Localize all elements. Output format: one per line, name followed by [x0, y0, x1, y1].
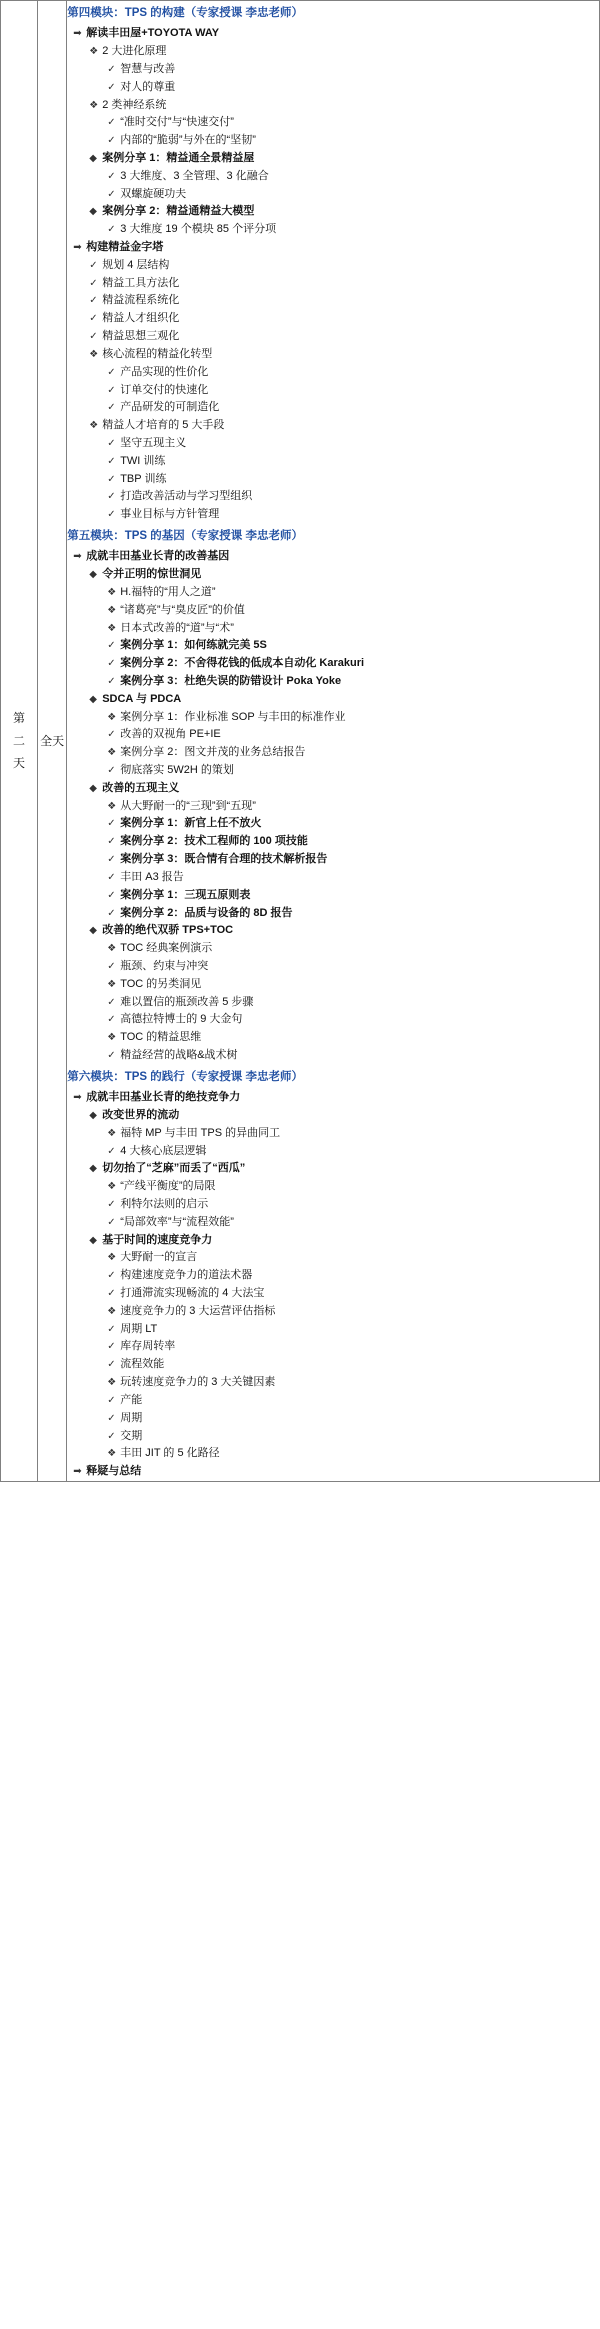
outline-item-label: 案例分享 2：精益通精益大模型 [102, 205, 255, 218]
outline-item [67, 815, 599, 833]
outline-item [67, 1321, 599, 1339]
diamond-open-bullet-icon: ❖ [107, 1377, 117, 1389]
outline-item [67, 239, 599, 257]
check-bullet-icon: ✓ [107, 1394, 116, 1406]
outline-item-label: 精益经营的战略&战术树 [120, 1049, 238, 1061]
outline-item-label: 案例分享 1：如何练就完美 5S [120, 639, 267, 652]
outline-item [67, 726, 599, 744]
outline-content-cell [67, 1, 600, 1482]
outline-item-label: 改善的绝代双骄 TPS+TOC [102, 924, 234, 937]
outline-item [67, 1232, 599, 1250]
diamond-bullet-icon: ◆ [89, 569, 97, 581]
outline-item-label: 库存周转率 [120, 1340, 176, 1353]
check-bullet-icon: ✓ [107, 437, 116, 449]
check-bullet-icon: ✓ [107, 675, 116, 687]
outline-item-label: 丰田 A3 报告 [120, 870, 184, 883]
check-bullet-icon: ✓ [89, 331, 98, 343]
diamond-open-bullet-icon: ❖ [89, 46, 99, 58]
outline-item-label: 瓶颈、约束与冲突 [120, 959, 209, 972]
check-bullet-icon: ✓ [107, 818, 116, 830]
outline-item-label: 高德拉特博士的 9 大金句 [120, 1013, 243, 1026]
outline-item-label: 内部的“脆弱”与外在的“坚韧” [120, 134, 256, 147]
outline-item [67, 1143, 599, 1161]
outline-item [67, 364, 599, 382]
check-bullet-icon: ✓ [107, 63, 116, 75]
outline-item [67, 1267, 599, 1285]
outline-item-label: TOC 经典案例演示 [120, 942, 213, 955]
outline-item-label: 案例分享 3：杜绝失误的防错设计 Poka Yoke [120, 674, 342, 687]
outline-item-label: 解读丰田屋+TOYOTA WAY [86, 27, 220, 40]
outline-item [67, 310, 599, 328]
diamond-open-bullet-icon: ❖ [107, 586, 117, 598]
check-bullet-icon: ✓ [89, 295, 98, 307]
outline-item-label: 日本式改善的“道”与“术” [120, 621, 234, 634]
outline-item-label: 事业目标与方针管理 [120, 508, 220, 521]
outline-item [67, 994, 599, 1012]
check-bullet-icon: ✓ [107, 640, 116, 652]
day-cell [1, 1, 38, 1482]
outline-item-label: 周期 [120, 1411, 143, 1424]
arrow-bullet-icon: ➡ [73, 551, 82, 563]
outline-item-label: TBP 训练 [120, 472, 167, 485]
check-bullet-icon: ✓ [107, 836, 116, 848]
module-item-list [67, 548, 599, 1065]
module-title: 第五模块：TPS 的基因（专家授课 李忠老师） [67, 530, 303, 542]
outline-item [67, 1303, 599, 1321]
diamond-open-bullet-icon: ❖ [107, 622, 117, 634]
outline-item-label: 打造改善活动与学习型组织 [120, 490, 253, 503]
outline-item [67, 168, 599, 186]
outline-item-label: 难以置信的瓶颈改善 5 步骤 [120, 995, 254, 1008]
outline-item [67, 221, 599, 239]
outline-item-label: 4 大核心底层逻辑 [120, 1144, 207, 1157]
module-title: 第六模块：TPS 的践行（专家授课 李忠老师） [67, 1070, 303, 1083]
outline-item-label: 成就丰田基业长青的改善基因 [86, 550, 230, 563]
outline-item [67, 471, 599, 489]
check-bullet-icon: ✓ [107, 224, 116, 236]
outline-item [67, 150, 599, 168]
diamond-open-bullet-icon: ❖ [107, 1181, 117, 1193]
check-bullet-icon: ✓ [89, 313, 98, 325]
outline-item-label: 福特 MP 与丰田 TPS 的异曲同工 [120, 1126, 281, 1139]
arrow-bullet-icon: ➡ [73, 1466, 82, 1478]
outline-item-label: 3 大维度 19 个模块 85 个评分项 [120, 223, 277, 236]
check-bullet-icon: ✓ [107, 491, 116, 503]
outline-item-label: 交期 [120, 1429, 143, 1442]
outline-item-label: H.福特的“用人之道” [120, 585, 216, 598]
outline-item [67, 744, 599, 762]
outline-item [67, 887, 599, 905]
outline-item [67, 1125, 599, 1143]
diamond-open-bullet-icon: ❖ [107, 1448, 117, 1460]
modules-container [67, 5, 599, 1481]
outline-item-label: 智慧与改善 [120, 62, 176, 75]
outline-item [67, 382, 599, 400]
diamond-bullet-icon: ◆ [89, 1109, 97, 1121]
day-char: 天 [13, 756, 26, 771]
outline-item [67, 922, 599, 940]
check-bullet-icon: ✓ [107, 81, 116, 93]
outline-item-label: 改善的双视角 PE+IE [120, 728, 221, 741]
outline-item-label: 案例分享 3：既合情有合理的技术解析报告 [120, 853, 328, 866]
outline-item-label: 流程效能 [120, 1358, 165, 1371]
diamond-open-bullet-icon: ❖ [107, 800, 117, 812]
outline-item [67, 1029, 599, 1047]
outline-item [67, 798, 599, 816]
outline-item [67, 1285, 599, 1303]
outline-item [67, 328, 599, 346]
diamond-bullet-icon: ◆ [89, 206, 97, 218]
check-bullet-icon: ✓ [107, 1430, 116, 1442]
outline-item-label: 案例分享 2：不舍得花钱的低成本自动化 Karakuri [120, 657, 365, 670]
outline-item [67, 1356, 599, 1374]
outline-item [67, 1089, 599, 1107]
diamond-open-bullet-icon: ❖ [107, 1032, 117, 1044]
check-bullet-icon: ✓ [107, 473, 116, 485]
outline-item-label: 丰田 JIT 的 5 化路径 [120, 1447, 220, 1460]
outline-item-label: 案例分享 1：三现五原则表 [120, 888, 251, 901]
outline-item-label: 彻底落实 5W2H 的策划 [120, 764, 234, 776]
outline-item-label: 构建精益金字塔 [86, 241, 164, 253]
check-bullet-icon: ✓ [107, 384, 116, 396]
time-label: 全天 [40, 734, 65, 749]
outline-item-label: 周期 LT [120, 1322, 158, 1335]
outline-item [67, 43, 599, 61]
outline-item-label: 双螺旋硬功夫 [120, 187, 187, 200]
check-bullet-icon: ✓ [107, 996, 116, 1008]
outline-item-label: 大野耐一的宣言 [120, 1251, 198, 1264]
outline-item [67, 958, 599, 976]
outline-item-label: 玩转速度竞争力的 3 大关键因素 [120, 1376, 276, 1389]
outline-item-label: 案例分享 2：品质与设备的 8D 报告 [120, 906, 293, 919]
outline-item-label: 基于时间的速度竞争力 [102, 1233, 213, 1246]
outline-item [67, 620, 599, 638]
check-bullet-icon: ✓ [107, 188, 116, 200]
diamond-bullet-icon: ◆ [89, 782, 97, 794]
outline-item [67, 435, 599, 453]
check-bullet-icon: ✓ [107, 658, 116, 670]
check-bullet-icon: ✓ [107, 366, 116, 378]
diamond-bullet-icon: ◆ [89, 693, 97, 705]
check-bullet-icon: ✓ [107, 889, 116, 901]
diamond-open-bullet-icon: ❖ [107, 1127, 117, 1139]
module-item-list [67, 25, 599, 524]
outline-item [67, 346, 599, 364]
outline-item-label: 释疑与总结 [86, 1465, 142, 1478]
outline-item [67, 1445, 599, 1463]
outline-item-label: 对人的尊重 [120, 80, 176, 93]
outline-item [67, 1338, 599, 1356]
outline-item-label: “准时交付”与“快速交付” [120, 116, 234, 129]
diamond-bullet-icon: ◆ [89, 1234, 97, 1246]
outline-item-label: 精益人才组织化 [102, 312, 180, 325]
outline-item [67, 780, 599, 798]
outline-item [67, 833, 599, 851]
outline-item-label: SDCA 与 PDCA [102, 692, 182, 705]
check-bullet-icon: ✓ [107, 1270, 116, 1282]
check-bullet-icon: ✓ [107, 117, 116, 129]
check-bullet-icon: ✓ [107, 402, 116, 414]
outline-item-label: TOC 的精益思维 [120, 1031, 202, 1044]
outline-item [67, 1196, 599, 1214]
check-bullet-icon: ✓ [107, 1014, 116, 1026]
diamond-bullet-icon: ◆ [89, 1163, 97, 1175]
outline-item [67, 506, 599, 524]
outline-item-label: “局部效率”与“流程效能” [120, 1215, 234, 1228]
outline-item [67, 203, 599, 221]
check-bullet-icon: ✓ [89, 277, 98, 289]
check-bullet-icon: ✓ [107, 1341, 116, 1353]
outline-item-label: 切勿抬了“芝麻”而丢了“西瓜” [102, 1162, 246, 1175]
outline-item-label: 构建速度竞争力的道法术器 [120, 1269, 253, 1282]
outline-item-label: 精益流程系统化 [102, 294, 180, 307]
diamond-open-bullet-icon: ❖ [107, 1305, 117, 1317]
outline-item-label: 规划 4 层结构 [102, 258, 170, 271]
outline-item [67, 61, 599, 79]
check-bullet-icon: ✓ [107, 1198, 116, 1210]
outline-item [67, 257, 599, 275]
outline-item-label: 速度竞争力的 3 大运营评估指标 [120, 1304, 276, 1317]
outline-item [67, 1178, 599, 1196]
day-char: 二 [13, 733, 26, 748]
outline-item-label: 2 类神经系统 [102, 98, 167, 111]
module-item-list [67, 1089, 599, 1481]
check-bullet-icon: ✓ [107, 170, 116, 182]
check-bullet-icon: ✓ [107, 729, 116, 741]
outline-item-label: “诸葛亮”与“臭皮匠”的价值 [120, 603, 245, 616]
outline-item [67, 186, 599, 204]
outline-item [67, 1160, 599, 1178]
outline-item-label: 利特尔法则的启示 [120, 1197, 209, 1210]
outline-item-label: 改变世界的流动 [102, 1108, 180, 1121]
outline-item-label: 核心流程的精益化转型 [102, 347, 213, 360]
outline-item [67, 940, 599, 958]
outline-item [67, 292, 599, 310]
diamond-open-bullet-icon: ❖ [107, 978, 117, 990]
outline-item-label: 案例分享 1：精益通全景精益屋 [102, 151, 255, 164]
outline-item-label: 订单交付的快速化 [120, 383, 209, 396]
diamond-bullet-icon: ◆ [89, 152, 97, 164]
outline-item-label: 成就丰田基业长青的绝技竞争力 [86, 1091, 241, 1104]
outline-item-label: 产品实现的性价化 [120, 365, 209, 378]
check-bullet-icon: ✓ [107, 1288, 116, 1299]
outline-item [67, 275, 599, 293]
outline-item-label: 产品研发的可制造化 [120, 401, 220, 414]
outline-item [67, 114, 599, 132]
outline-item [67, 1107, 599, 1125]
outline-item [67, 762, 599, 780]
diamond-open-bullet-icon: ❖ [89, 99, 99, 111]
check-bullet-icon: ✓ [107, 1359, 116, 1371]
diamond-open-bullet-icon: ❖ [107, 604, 117, 616]
outline-item-label: 产能 [120, 1393, 143, 1406]
check-bullet-icon: ✓ [107, 1145, 116, 1157]
outline-item [67, 1463, 599, 1481]
check-bullet-icon: ✓ [107, 1412, 116, 1424]
diamond-open-bullet-icon: ❖ [107, 711, 117, 723]
outline-item-label: TOC 的另类洞见 [120, 977, 202, 990]
check-bullet-icon: ✓ [107, 509, 116, 521]
outline-item [67, 637, 599, 655]
outline-item [67, 566, 599, 584]
arrow-bullet-icon: ➡ [73, 242, 82, 253]
outline-item [67, 132, 599, 150]
diamond-open-bullet-icon: ❖ [107, 747, 117, 759]
outline-item-label: 3 大维度、3 全管理、3 化融合 [120, 169, 269, 182]
check-bullet-icon: ✓ [107, 1216, 116, 1228]
check-bullet-icon: ✓ [107, 907, 116, 919]
check-bullet-icon: ✓ [107, 765, 116, 776]
outline-item [67, 488, 599, 506]
outline-item-label: 案例分享 2：技术工程师的 100 项技能 [120, 835, 308, 848]
outline-item [67, 655, 599, 673]
outline-item-label: “产线平衡度”的局限 [120, 1180, 216, 1193]
check-bullet-icon: ✓ [107, 1323, 116, 1335]
outline-item [67, 97, 599, 115]
outline-item-label: 案例分享 1：作业标准 SOP 与丰田的标准作业 [120, 710, 346, 723]
check-bullet-icon: ✓ [107, 455, 116, 467]
outline-item [67, 1392, 599, 1410]
diamond-open-bullet-icon: ❖ [107, 943, 117, 955]
outline-item-label: 精益思想三观化 [102, 330, 180, 343]
outline-item [67, 548, 599, 566]
outline-item [67, 709, 599, 727]
outline-item-label: TWI 训练 [120, 454, 166, 467]
outline-item-label: 打通滞流实现畅流的 4 大法宝 [120, 1287, 265, 1299]
outline-item [67, 1214, 599, 1232]
outline-item [67, 1047, 599, 1065]
check-bullet-icon: ✓ [107, 1050, 116, 1061]
outline-item-label: 2 大进化原理 [102, 45, 167, 58]
outline-item [67, 1410, 599, 1428]
outline-item [67, 584, 599, 602]
outline-item [67, 1011, 599, 1029]
outline-item [67, 1374, 599, 1392]
diamond-open-bullet-icon: ❖ [107, 1252, 117, 1264]
check-bullet-icon: ✓ [89, 259, 98, 271]
check-bullet-icon: ✓ [107, 854, 116, 866]
day-char: 第 [13, 710, 26, 725]
check-bullet-icon: ✓ [107, 960, 116, 972]
time-cell [38, 1, 67, 1482]
outline-item [67, 976, 599, 994]
outline-item-label: 坚守五现主义 [120, 436, 187, 449]
arrow-bullet-icon: ➡ [73, 28, 82, 40]
outline-item-label: 令并正明的惊世洞见 [102, 568, 202, 581]
outline-item [67, 453, 599, 471]
outline-item-label: 改善的五现主义 [102, 781, 180, 794]
arrow-bullet-icon: ➡ [73, 1092, 82, 1104]
outline-item [67, 1428, 599, 1446]
outline-item-label: 从大野耐一的“三现”到“五现” [120, 799, 256, 812]
diamond-open-bullet-icon: ❖ [89, 420, 99, 432]
outline-item [67, 905, 599, 923]
outline-item [67, 602, 599, 620]
diamond-open-bullet-icon: ❖ [89, 348, 99, 360]
module-title: 第四模块：TPS 的构建（专家授课 李忠老师） [67, 7, 303, 19]
outline-item [67, 417, 599, 435]
outline-item [67, 869, 599, 887]
outline-item-label: 精益工具方法化 [102, 276, 180, 289]
outline-item-label: 案例分享 1：新官上任不放火 [120, 817, 262, 830]
outline-item-label: 精益人才培育的 5 大手段 [102, 419, 225, 432]
check-bullet-icon: ✓ [107, 135, 116, 147]
outline-item [67, 399, 599, 417]
outline-item [67, 79, 599, 97]
outline-item [67, 673, 599, 691]
diamond-bullet-icon: ◆ [89, 925, 97, 937]
outline-item [67, 851, 599, 869]
outline-item-label: 案例分享 2：图文并茂的业务总结报告 [120, 746, 306, 759]
outline-item [67, 691, 599, 709]
day-label [1, 707, 37, 775]
outline-item [67, 25, 599, 43]
outline-item [67, 1249, 599, 1267]
check-bullet-icon: ✓ [107, 871, 116, 883]
